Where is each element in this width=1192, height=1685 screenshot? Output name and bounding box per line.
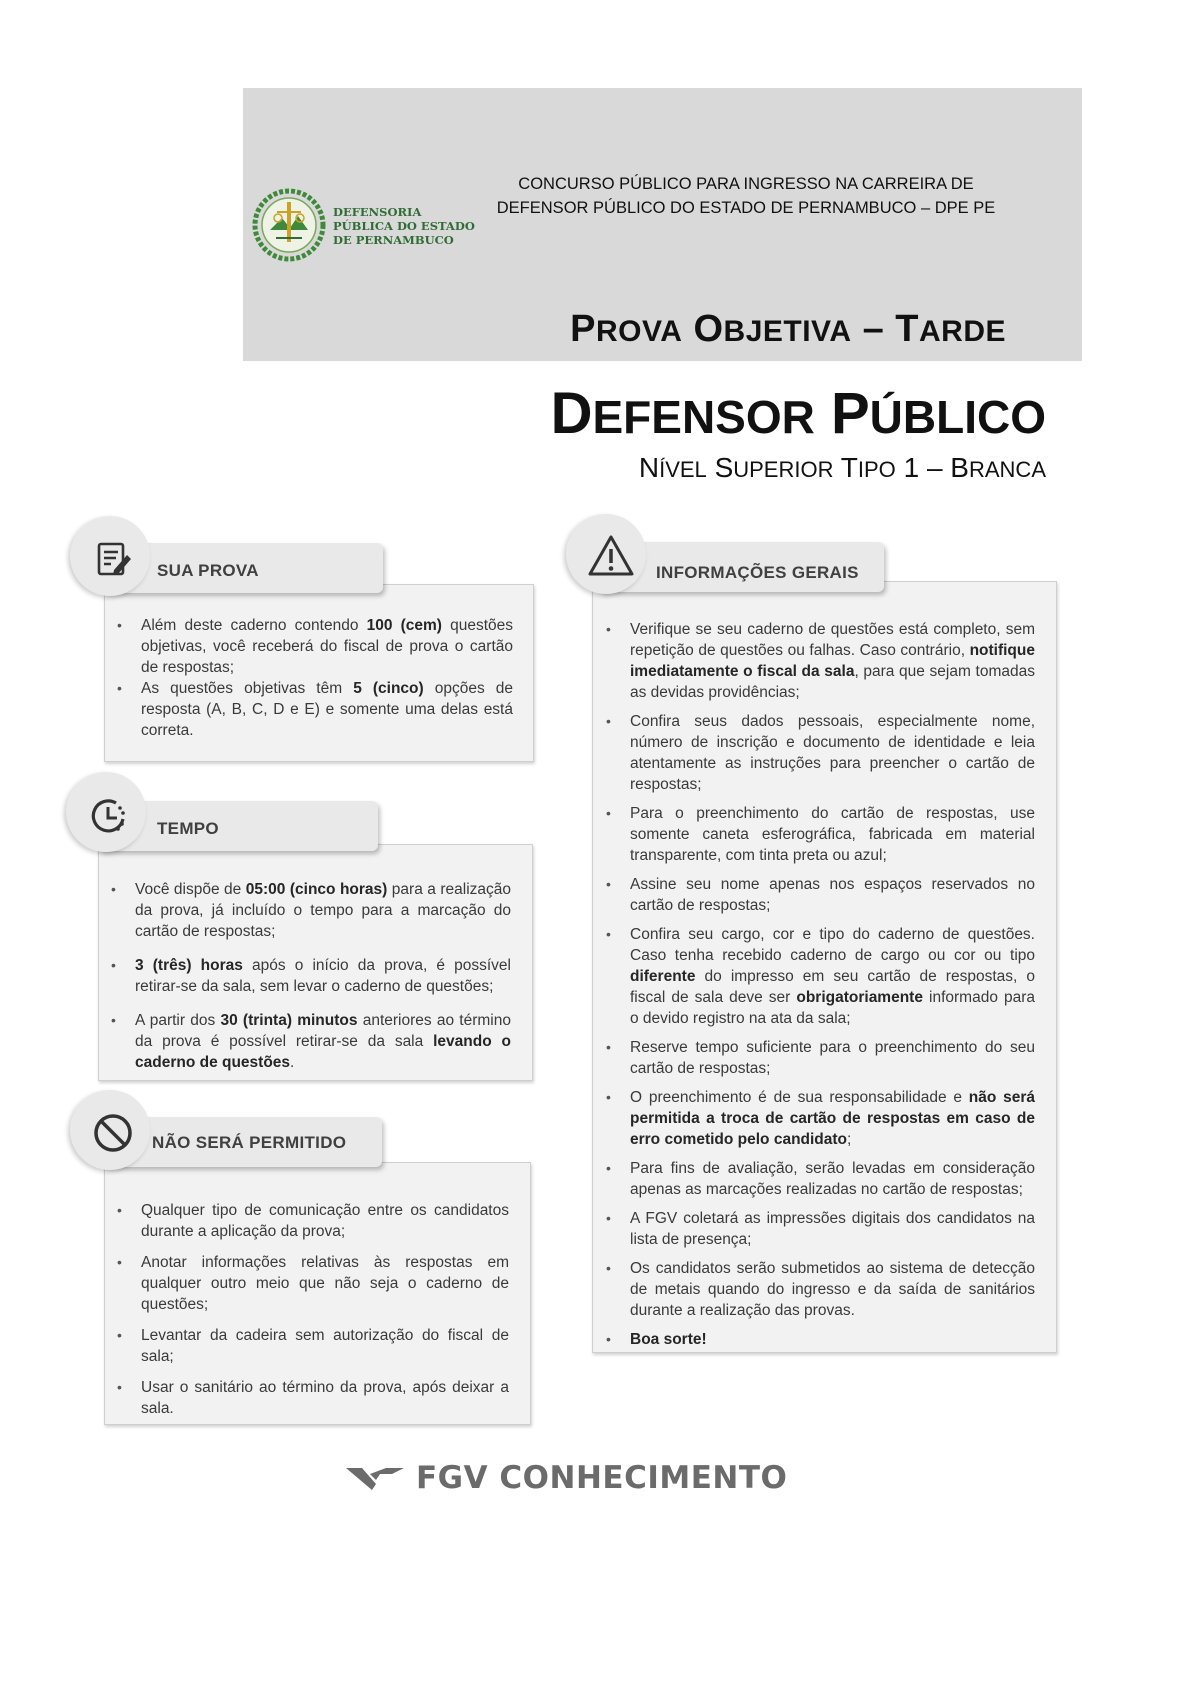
fgv-logo-icon: [346, 1464, 406, 1492]
list-item: • Confira seu cargo, cor e tipo do caderno de questões. Caso tenha recebido caderno de cargo ou cor ou tipo diferente do impresso em seu cartão de respostas, o fiscal de sala deve ser obrigatoriamente informado para o devido registro na ata da sala;: [606, 924, 1035, 1029]
list-item: • Para fins de avaliação, serão levadas em consideração apenas as marcações realizadas no cartão de respostas;: [606, 1158, 1035, 1200]
tempo-title: TEMPO: [157, 819, 219, 838]
cargo-title-text: DEFENSOR PÚBLICO: [550, 381, 1046, 446]
list-item: • Reserve tempo suficiente para o preenchimento do seu cartão de respostas;: [606, 1037, 1035, 1079]
defensoria-logo-text: [333, 205, 483, 247]
list-item: • 3 (três) horas após o início da prova, é possível retirar-se da sala, sem levar o caderno de questões;: [111, 955, 511, 997]
informacoes-gerais-title: INFORMAÇÕES GERAIS: [656, 563, 859, 582]
list-item: • Anotar informações relativas às respostas em qualquer outro meio que não seja o caderno de questões;: [117, 1252, 509, 1315]
contest-line-2: DEFENSOR PÚBLICO DO ESTADO DE PERNAMBUCO – DPE PE: [496, 199, 996, 217]
list-item: • Os candidatos serão submetidos ao sistema de detecção de metais quando do ingresso e da saída de sanitários durante a realização das provas.: [606, 1258, 1035, 1321]
nivel-subtitle-text: NÍVEL SUPERIOR TIPO 1 – BRANCA: [638, 452, 1046, 483]
contest-title: [472, 172, 1020, 220]
list-item: • Além deste caderno contendo 100 (cem) questões objetivas, você receberá do fiscal de prova o cartão de respostas;: [117, 615, 513, 678]
sua-prova-list: [117, 615, 513, 741]
nao-permitido-title: NÃO SERÁ PERMITIDO: [152, 1133, 347, 1152]
sua-prova-title: SUA PROVA: [157, 561, 259, 580]
list-item: • Confira seus dados pessoais, especialmente nome, número de inscrição e documento de identidade e leia atentamente as instruções para preencher o cartão de respostas;: [606, 711, 1035, 795]
prova-title-text: PROVA OBJETIVA – TARDE: [570, 308, 1006, 350]
fgv-brand-text: FGV CONHECIMENTO: [416, 1460, 788, 1496]
prohibited-icon: [92, 1112, 134, 1154]
list-item: • As questões objetivas têm 5 (cinco) opções de resposta (A, B, C, D e E) e somente uma delas está correta.: [117, 678, 513, 741]
logo-line-1: DEFENSORIA: [333, 205, 422, 219]
nivel-subtitle: [639, 452, 1046, 484]
list-item: • Você dispõe de 05:00 (cinco horas) para a realização da prova, já incluído o tempo para a marcação do cartão de respostas;: [111, 879, 511, 942]
contest-line-1: CONCURSO PÚBLICO PARA INGRESSO NA CARREIRA DE: [518, 175, 974, 193]
fgv-logo: [346, 1458, 787, 1498]
clock-icon: [86, 795, 130, 839]
list-item: • Boa sorte!: [606, 1329, 1035, 1350]
tempo-list: [111, 879, 511, 1073]
list-item: • Usar o sanitário ao término da prova, após deixar a sala.: [117, 1377, 509, 1419]
prova-title: [570, 308, 1006, 351]
list-item: • Qualquer tipo de comunicação entre os candidatos durante a aplicação da prova;: [117, 1200, 509, 1242]
list-item: • A FGV coletará as impressões digitais dos candidatos na lista de presença;: [606, 1208, 1035, 1250]
informacoes-gerais-list: [606, 619, 1035, 1350]
logo-line-3: DE PERNAMBUCO: [333, 233, 454, 247]
logo-line-2: PÚBLICA DO ESTADO: [333, 219, 475, 233]
defensoria-seal-icon: [252, 188, 326, 262]
list-item: • Para o preenchimento do cartão de respostas, use somente caneta esferográfica, fabricada em material transparente, com tinta preta ou azul;: [606, 803, 1035, 866]
warning-icon: [586, 533, 636, 579]
list-item: • O preenchimento é de sua responsabilidade e não será permitida a troca de cartão de respostas em caso de erro cometido pelo candidato;: [606, 1087, 1035, 1150]
nao-permitido-list: [117, 1200, 509, 1419]
list-item: • Levantar da cadeira sem autorização do fiscal de sala;: [117, 1325, 509, 1367]
list-item: • Verifique se seu caderno de questões está completo, sem repetição de questões ou falhas. Caso contrário, notifique imediatamente o fiscal da sala, para que sejam tomadas as devidas providências;: [606, 619, 1035, 703]
list-item: • Assine seu nome apenas nos espaços reservados no cartão de respostas;: [606, 874, 1035, 916]
edit-document-icon: [94, 540, 134, 580]
list-item: • A partir dos 30 (trinta) minutos anteriores ao término da prova é possível retirar-se da sala levando o caderno de questões.: [111, 1010, 511, 1073]
cargo-title: [551, 380, 1046, 447]
